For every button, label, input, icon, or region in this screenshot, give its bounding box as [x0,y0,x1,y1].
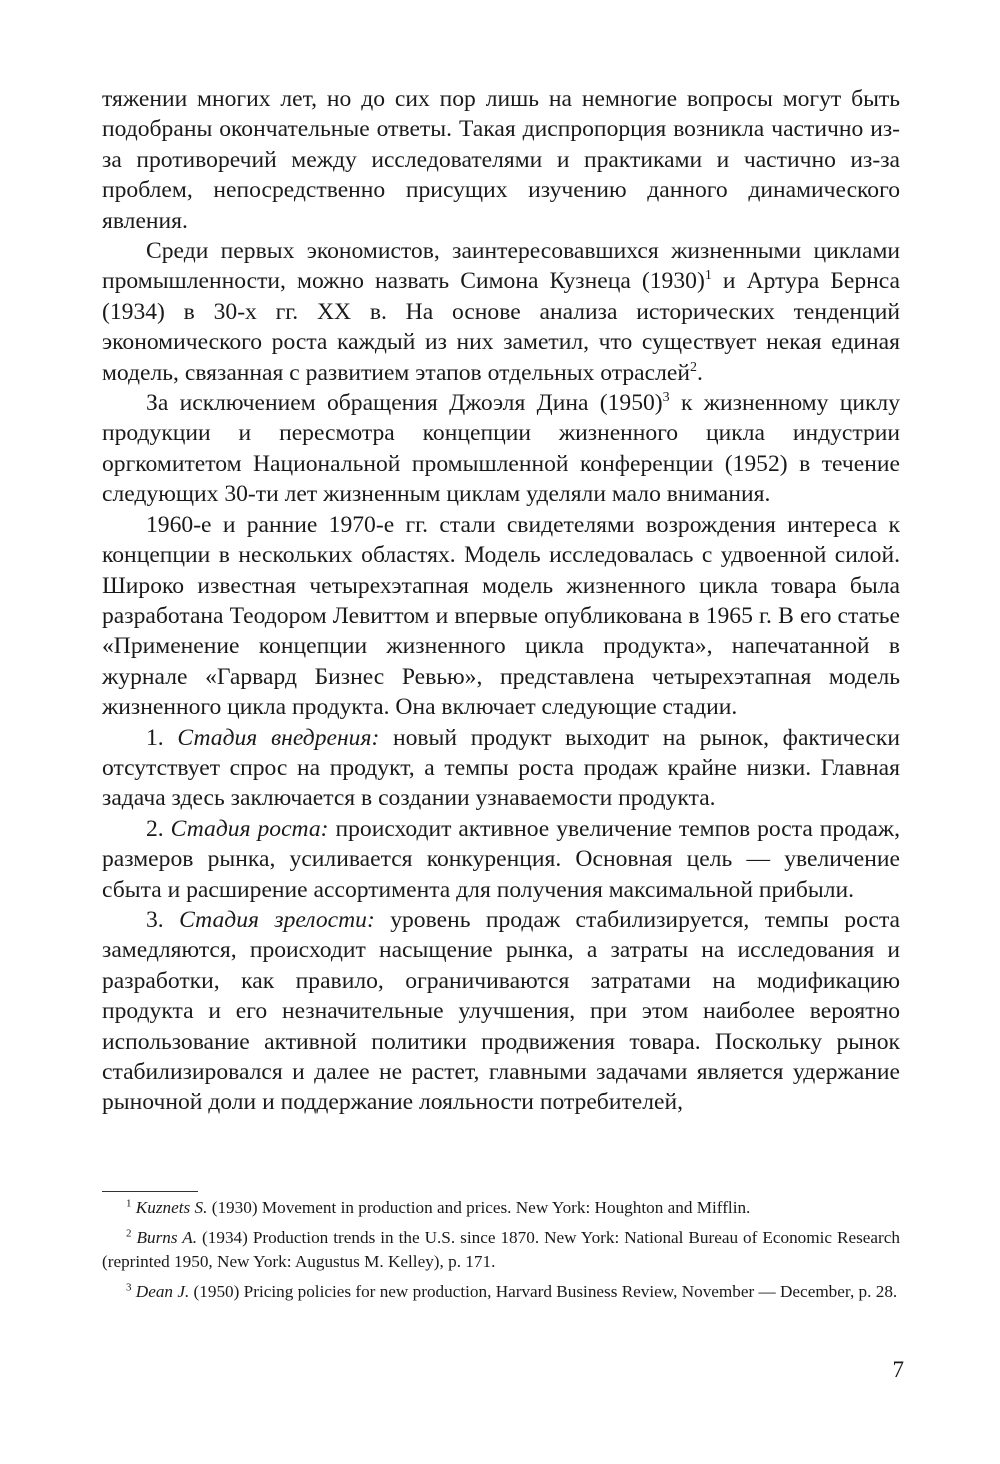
footnote-divider [102,1191,198,1192]
stage-term: Стадия зрелости: [179,906,375,933]
page-number: 7 [892,1357,904,1382]
paragraph-levitt: 1960-е и ранние 1970-е гг. стали свидетелями возрождения интереса к концепции в нескольких областях. Модель исследовалась с удвоенной силой. Широко известная четырехэтапная модель жизненного цикла товара была разработана Теодором Левиттом и впервые опубликована в 1965 г. В его статье «Применение концепции жизненного цикла продукта», напечатанной в журнале «Гарвард Бизнес Ревью», представлена четырехэтапная модель жизненного цикла продукта. Она включает следующие стадии. [102,511,900,721]
paragraph-dean: За исключением обращения Джоэля Дина $(1950)^3$ к жизненному циклу продукции и пересмотра концепции жизненного цикла индустрии оргкомитетом Национальной промышленной конференции (1952) в течение следующих 30-ти лет жизненным циклам уделяли мало внимания. [102,390,901,508]
paragraph-continuation: тяжении многих лет, но до сих пор лишь на немногие вопросы могут быть подобраны окончательные ответы. Такая диспропорция возникла частично из-за противоречий между исследователями и практиками и частично из-за проблем, непосредственно присущих изучению данного динамического явления. [102,86,900,234]
paragraph-early-economists: Среди первых экономистов, заинтересовавшихся жизненными циклами промышленности, можно назвать Симона Кузнеца $(1930)^1$ и Артура Бернса (1934) в 30-х гг. XX в. На основе анализа исторических тенденций экономического роста каждый из них заметил, что существует некая единая модель, связанная с развитием этапов отдельных отраслей$^2$. [102,238,900,386]
stage-term: Стадия роста: [170,815,329,842]
footnote-1: $^1$ Kuznets S. (1930) Movement in production and prices. New York: Houghton and Mifflin. [126,1197,751,1217]
footnote-ref-3[interactable]: 3 [662,390,670,406]
footnotes [102,1196,900,1310]
footnote-2: $^2$ Burns A. (1934) Production trends in the U.S. since 1870. New York: National Bureau of Economic Research (reprinted 1950, New York: Augustus M. Kelley), p. 171. [102,1227,901,1271]
stage-maturity: 3. Стадия зрелости: уровень продаж стабилизируется, темпы роста замедляются, происходит насыщение рынка, а затраты на исследования и разработки, как правило, ограничиваются затратами на модификацию продукта и его незначительные улучшения, при этом наиболее вероятно использование активной политики продвижения товара. Поскольку рынок стабилизировался и далее не растет, главными задачами является удержание рыночной доли и поддержание лояльности потребителей, [102,906,901,1116]
footnote-3: $^3$ Dean J. (1950) Pricing policies for new production, Harvard Business Review, November — December, p. 28. [126,1281,898,1301]
page-body [102,84,900,1118]
footnote-ref-2[interactable]: 2 [689,359,697,375]
stage-term: Стадия внедрения: [177,724,380,751]
stage-introduction: 1. Стадия внедрения: новый продукт выходит на рынок, фактически отсутствует спрос на продукт, а темпы роста продаж крайне низки. Главная задача здесь заключается в создании узнаваемости продукта. [102,724,901,812]
footnote-ref-1[interactable]: 1 [704,268,712,284]
stage-growth: 2. Стадия роста: происходит активное увеличение темпов роста продаж, размеров рынка, усиливается конкуренция. Основная цель — увеличение сбыта и расширение ассортимента для получения максимальной прибыли. [102,815,900,903]
